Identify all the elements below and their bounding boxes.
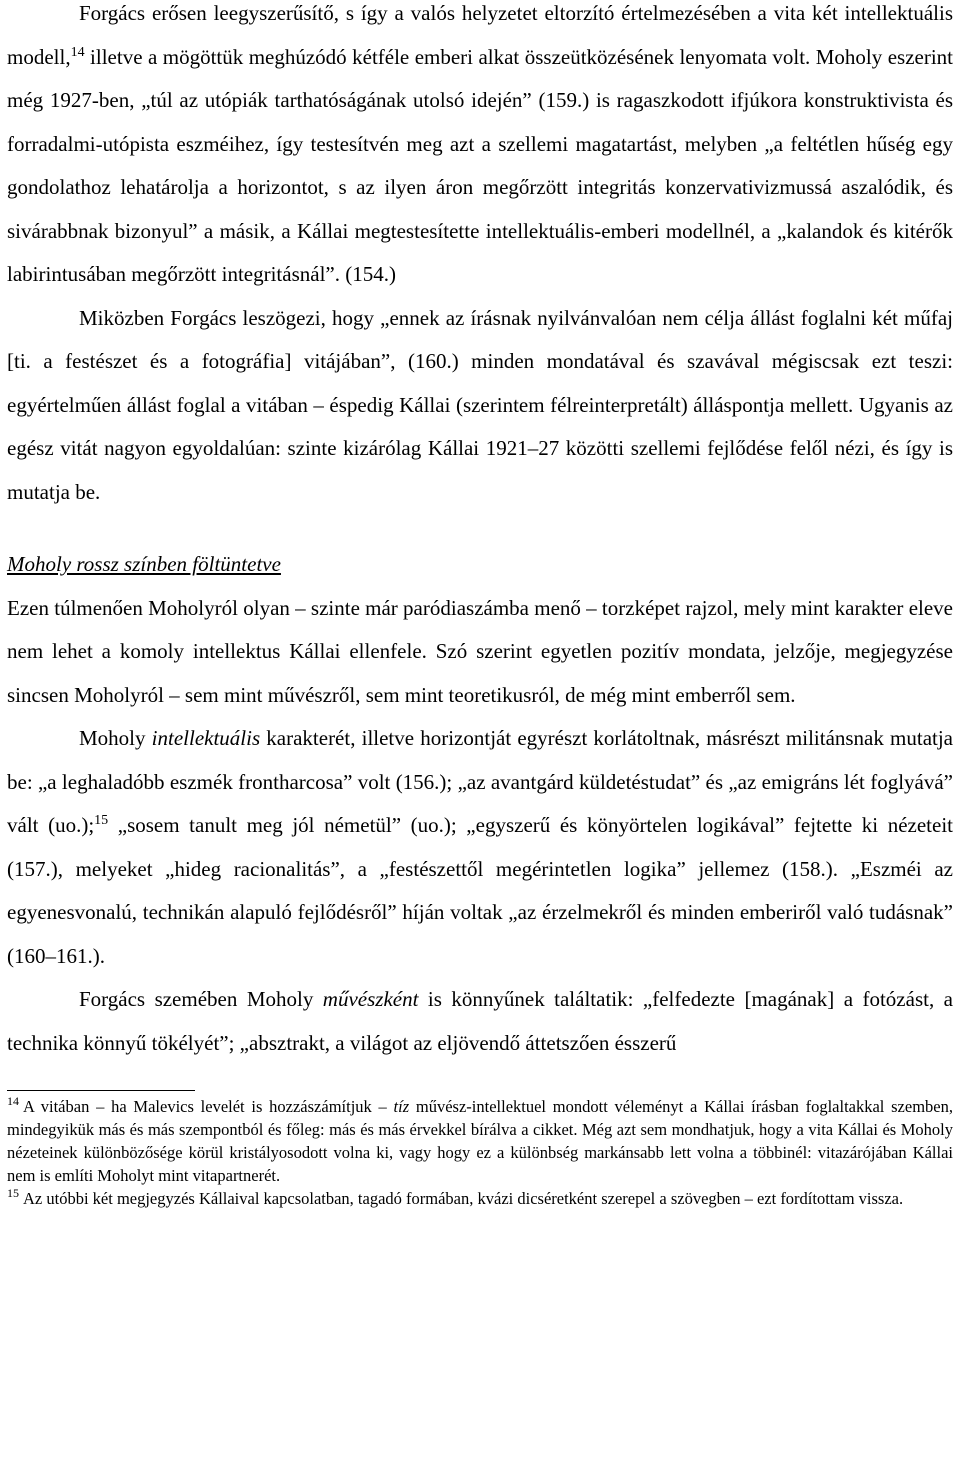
paragraph-3: Ezen túlmenően Moholyról olyan – szinte már paródiaszámba menő – torzképet rajzol, mely mint karakter eleve nem lehet a komoly intellektus Kállai ellenfele. Szó szerint egyetlen pozitív mondata, jelzője, megjegyzése sincsen Moholyról – sem mint művészről, sem mint teoretikusról, de még mint emberről sem. (7, 595, 953, 707)
footnote-15-text: Az utóbbi két megjegyzés Kállaival kapcsolatban, tagadó formában, kvázi dicséretként szerepel a szövegben – ezt fordítottam vissza. (23, 1189, 904, 1208)
paragraph-5-text-a: Forgács szemében Moholy (79, 987, 323, 1011)
footnote-14-text-b: művész-intellektuel mondott véleményt a Kállai írásban foglaltakkal szemben, mindegyikük más és más szempontból és főleg: más és más érvekkel bírálva a cikket. Még azt sem mondhatjuk, hogy a vita Kállai és Moholy nézeteinek különbözősége körül kristályosodott volna ki, vagy hogy ez a különbség markánsabb lett volna a többinél: vitazárójában Kállai nem is említi Moholyt mint vitapartnerét. (7, 1097, 953, 1185)
paragraph-1-text-a: Forgács erősen leegyszerűsítő, s így a valós helyzetet eltorzító értelmezésében a vita két intellektuális modell, (7, 1, 953, 69)
footnote-14-emphasis: tíz (393, 1097, 410, 1116)
paragraph-5 (7, 978, 953, 1065)
paragraph-5-emphasis: művészként (322, 987, 419, 1011)
footnote-number-15: 15 (7, 1186, 19, 1200)
footnote-ref-15[interactable]: 15 (94, 813, 109, 828)
footnote-number-14: 14 (7, 1094, 19, 1108)
paragraph-4-text-b: karakterét, illetve horizontját egyrészt korlátoltnak, másrészt militánsnak mutatja be: „a leghaladóbb eszmék frontharcosa” volt (156.); „az avantgárd küldetéstudat” és „az emigráns lét foglyává” vált (uo.); (7, 726, 953, 837)
paragraph-4 (7, 717, 953, 978)
document-page (7, 0, 953, 1210)
footnote-divider (7, 1090, 195, 1091)
paragraph-4-text-c: „sosem tanult meg jól németül” (uo.); „egyszerű és könyörtelen logikával” fejtette ki nézeteit (157.), melyeket „hideg racionalitás”, a „festészettől megérintetlen logika” jellemez (158.). „Eszméi az egyenesvonalú, technikán alapuló fejlődésről” híján voltak „az érzelmekről és minden emberiről való tudásnak” (160–161.). (7, 813, 953, 968)
footnote-15 (7, 1187, 953, 1210)
body-text (7, 0, 953, 1065)
section-heading: Moholy rossz színben föltüntetve (7, 552, 281, 576)
paragraph-4-text-a: Moholy (79, 726, 152, 750)
paragraph-5-text-b: is könnyűnek találtatik: „felfedezte [magának] a fotózást, a technika könnyű tökélyét”; „absztrakt, a világot az eljövendő áttetszően ésszerű (7, 987, 953, 1055)
footnote-14-text-a: A vitában – ha Malevics levelét is hozzászámítjuk – (23, 1097, 394, 1116)
footnote-14 (7, 1095, 953, 1187)
paragraph-1-text-b: illetve a mögöttük meghúzódó kétféle emberi alkat összeütközésének lenyomata volt. Moholy eszerint még 1927-ben, „túl az utópiák tarthatóságának utolsó idején” (159.) is ragaszkodott ifjúkora konstruktivista és forradalmi-utópista eszméihez, így testesítvén meg azt a szellemi magatartást, melyben „a feltétlen hűség egy gondolathoz lehatárolja a horizontot, s az ilyen áron megőrzött integritás konzervativizmussá aszalódik, és sivárabbnak bizonyul” a másik, a Kállai megtestesítette intellektuális-emberi modellnél, a „kalandok és kitérők labirintusában megőrzött integritásnál”. (154.) (7, 44, 953, 286)
footnotes (7, 1095, 953, 1210)
paragraph-1 (7, 0, 953, 297)
footnote-ref-14[interactable]: 14 (70, 44, 85, 60)
paragraph-2: Miközben Forgács leszögezi, hogy „ennek az írásnak nyilvánvalóan nem célja állást foglalni két műfaj [ti. a festészet és a fotográfia] vitájában”, (160.) minden mondatával és szavával mégiscsak ezt teszi: egyértelműen állást foglal a vitában – éspedig Kállai (szerintem félreinterpretált) álláspontja mellett. Ugyanis az egész vitát nagyon egyoldalúan: szinte kizárólag Kállai 1921–27 közötti szellemi fejlődése felől nézi, és így is mutatja be. (7, 305, 953, 504)
paragraph-4-emphasis: intellektuális (151, 726, 261, 750)
